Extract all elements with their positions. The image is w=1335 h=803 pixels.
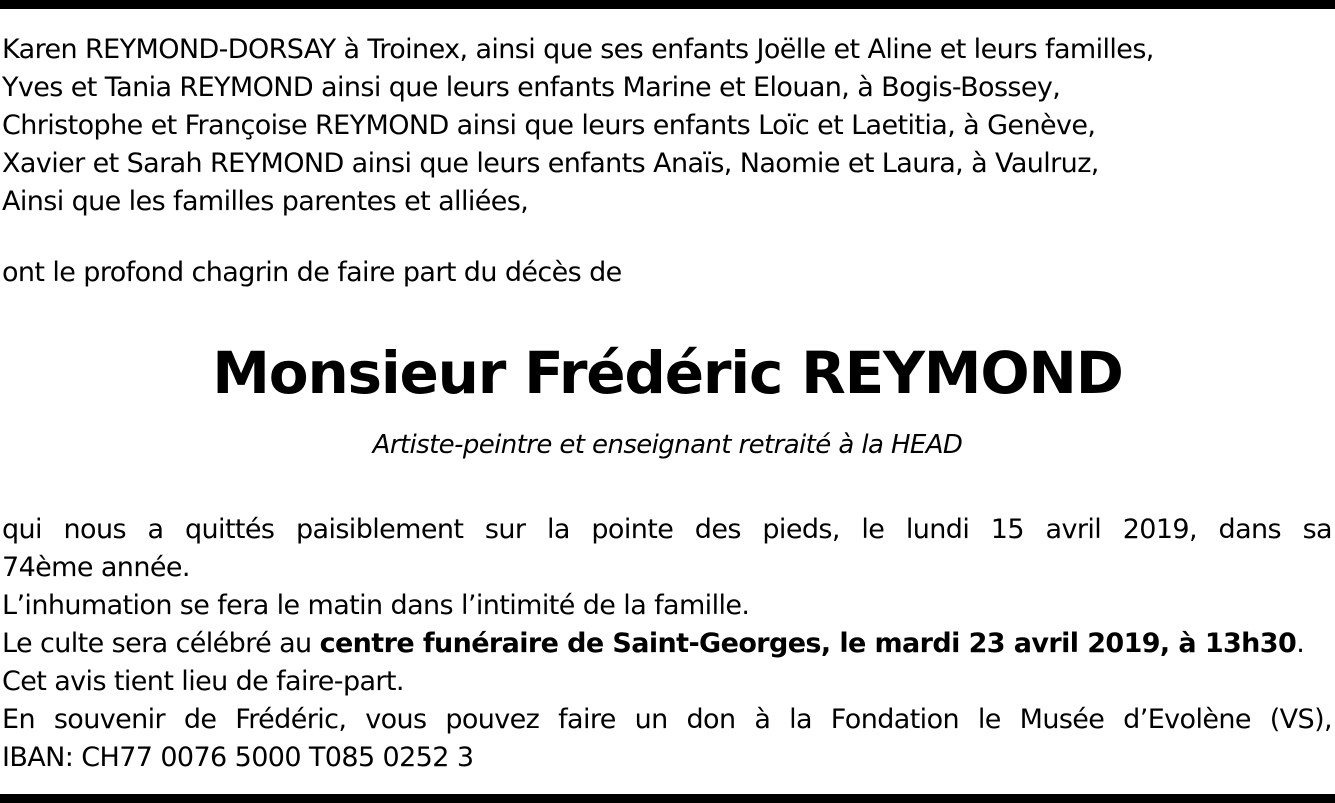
passing-line: qui nous a quittés paisiblement sur la pointe des pieds, le lundi 15 avril 2019, dans sa xyxy=(2,514,1332,545)
service-suffix: . xyxy=(1296,628,1305,659)
funeral-details xyxy=(2,511,1332,777)
family-line: Ainsi que les familles parentes et alliées, xyxy=(2,186,529,217)
notice-line: Cet avis tient lieu de faire-part. xyxy=(2,666,404,697)
family-line: Xavier et Sarah REYMOND ainsi que leurs enfants Anaïs, Naomie et Laura, à Vaulruz, xyxy=(2,148,1099,179)
top-border-rule xyxy=(0,0,1335,9)
family-line: Yves et Tania REYMOND ainsi que leurs enfants Marine et Elouan, à Bogis-Bossey, xyxy=(2,72,1061,103)
donation-line: En souvenir de Frédéric, vous pouvez faire un don à la Fondation le Musée d’Evolène (VS), xyxy=(2,704,1332,735)
announcement-intro: ont le profond chagrin de faire part du décès de xyxy=(2,257,622,288)
family-line: Christophe et Françoise REYMOND ainsi que leurs enfants Loïc et Laetitia, à Genève, xyxy=(2,110,1096,141)
family-line: Karen REYMOND-DORSAY à Troinex, ainsi que ses enfants Joëlle et Aline et leurs familles, xyxy=(2,34,1154,65)
family-list xyxy=(2,31,1332,221)
deceased-name: Monsieur Frédéric REYMOND xyxy=(212,339,1123,407)
burial-note: L’inhumation se fera le matin dans l’intimité de la famille. xyxy=(2,590,750,621)
passing-line: 74ème année. xyxy=(2,552,190,583)
deceased-occupation: Artiste-peintre et enseignant retraité à la HEAD xyxy=(372,430,963,460)
service-prefix: Le culte sera célébré au xyxy=(2,628,320,659)
service-info xyxy=(2,625,1332,663)
iban-line: IBAN: CH77 0076 5000 T085 0252 3 xyxy=(2,742,474,773)
bottom-border-rule xyxy=(0,794,1335,803)
service-location-date: centre funéraire de Saint-Georges, le mardi 23 avril 2019, à 13h30 xyxy=(319,628,1297,659)
